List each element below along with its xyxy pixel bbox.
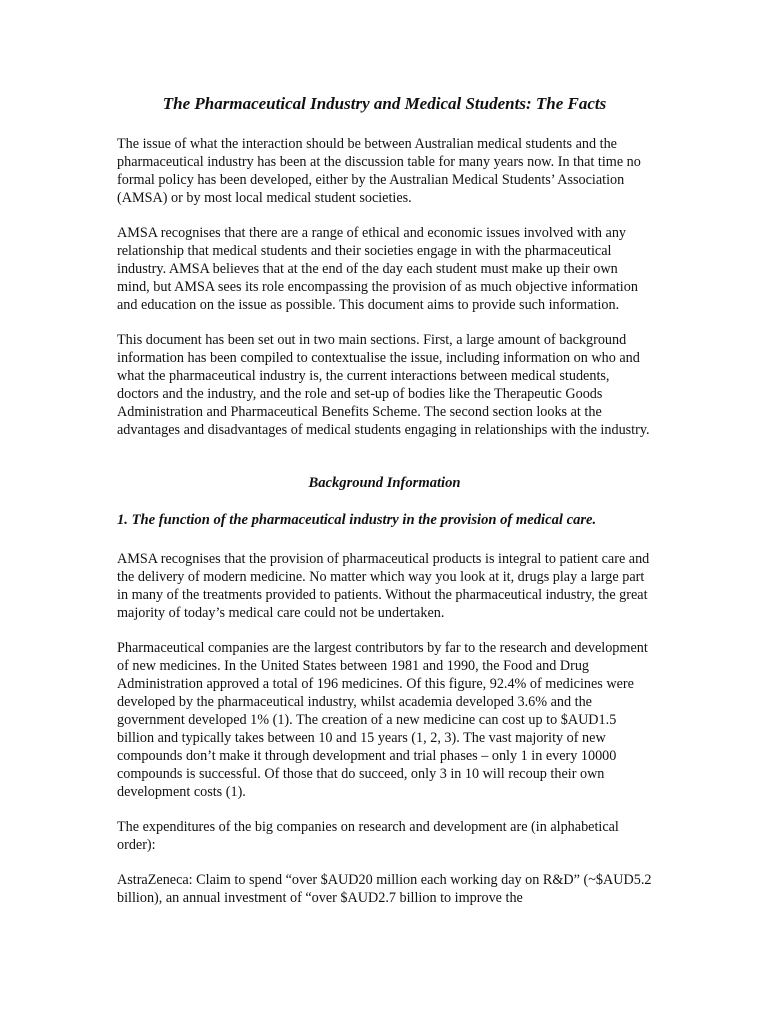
intro-paragraph-1: The issue of what the interaction should be between Australian medical students and the pharmaceutical industry has been at the discussion table for many years now. In that time no formal policy has been developed, either by the Australian Medical Students’ Association (AMSA) or by most local medical student societies.	[117, 136, 641, 206]
body-paragraph-2: Pharmaceutical companies are the largest contributors by far to the research and development of new medicines. In the United States between 1981 and 1990, the Food and Drug Administration approved a total of 196 medicines. Of this figure, 92.4% of medicines were developed by the pharmaceutical industry, whilst academia developed 3.6% and the government developed 1% (1). The creation of a new medicine can cost up to $AUD1.5 billion and typically takes between 10 and 15 years (1, 2, 3). The vast majority of new compounds don’t make it through development and trial phases – only 1 in every 10000 compounds is successful. Of those that do succeed, only 3 in 10 will recoup their own development costs (1).	[117, 640, 648, 800]
body-paragraph-4: AstraZeneca: Claim to spend “over $AUD20 million each working day on R&D” (~$AUD5.2 billion), an annual investment of “over $AUD2.7 billion to improve the	[117, 872, 652, 906]
document-title: The Pharmaceutical Industry and Medical Students: The Facts	[162, 94, 607, 113]
document-page	[117, 93, 652, 924]
body-paragraph-3: The expenditures of the big companies on research and development are (in alphabetical order):	[117, 819, 619, 853]
body-paragraph-1: AMSA recognises that the provision of pharmaceutical products is integral to patient care and the delivery of modern medicine. No matter which way you look at it, drugs play a large part in many of the treatments provided to patients. Without the pharmaceutical industry, the great majority of today’s medical care could not be undertaken.	[117, 551, 650, 621]
intro-paragraph-2: AMSA recognises that there are a range of ethical and economic issues involved with any relationship that medical students and their societies engage in with the pharmaceutical industry. AMSA believes that at the end of the day each student must make up their own mind, but AMSA sees its role encompassing the provision of as much objective information and education on the issue as possible. This document aims to provide such information.	[117, 225, 638, 313]
subsection-heading-1: 1. The function of the pharmaceutical industry in the provision of medical care.	[117, 512, 597, 528]
intro-paragraph-3: This document has been set out in two main sections. First, a large amount of background information has been compiled to contextualise the issue, including information on who and what the pharmaceutical industry is, the current interactions between medical students, doctors and the industry, and the role and set-up of bodies like the Therapeutic Goods Administration and Pharmaceutical Benefits Scheme. The second section looks at the advantages and disadvantages of medical students engaging in relationships with the industry.	[117, 332, 650, 438]
section-heading-background: Background Information	[308, 475, 461, 491]
